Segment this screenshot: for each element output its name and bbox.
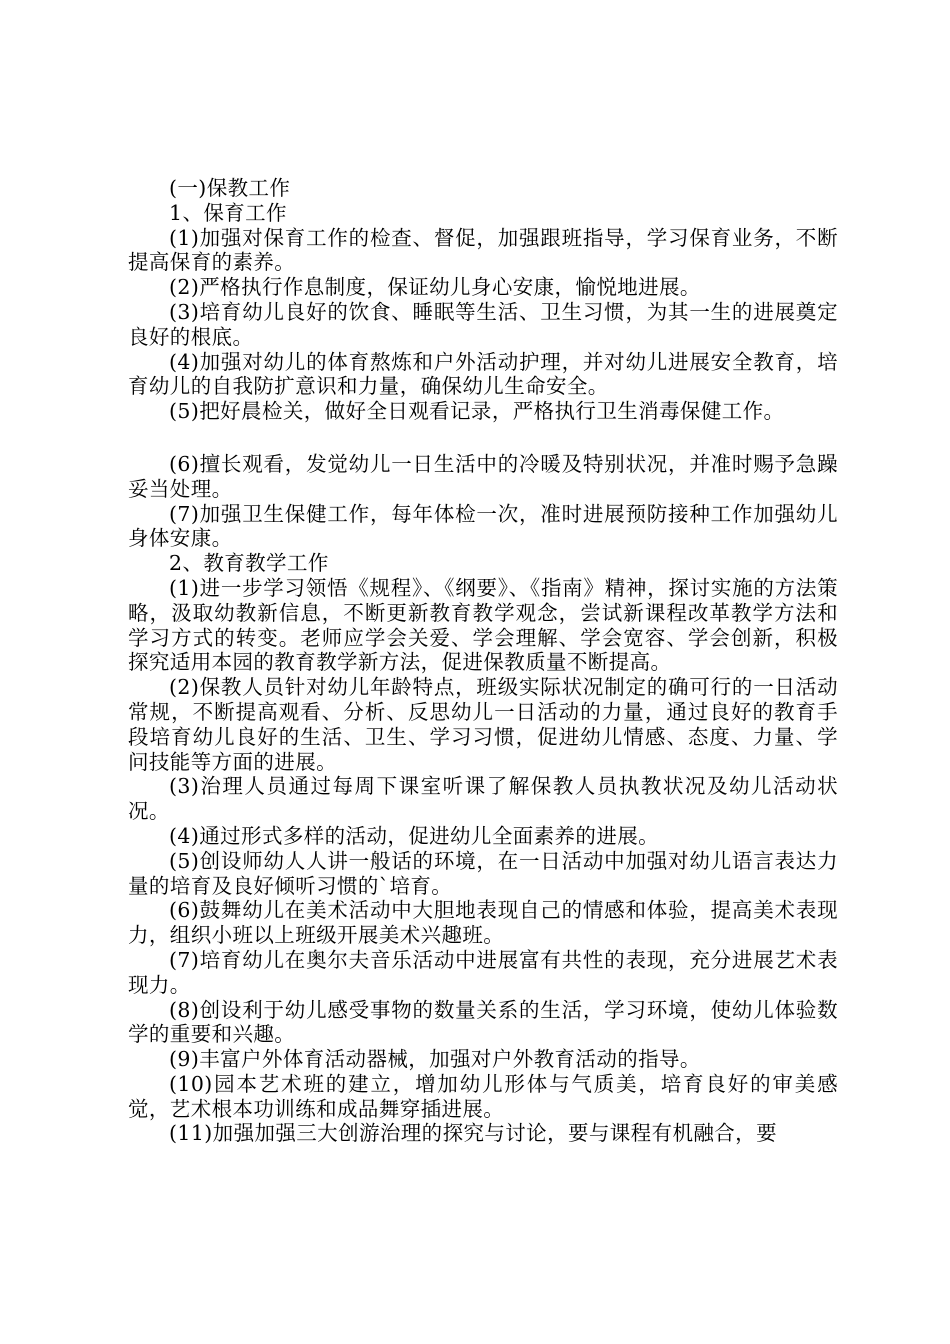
paragraph: (8)创设利于幼儿感受事物的数量关系的生活，学习环境，使幼儿体验数学的重要和兴趣。 [128, 997, 838, 1047]
paragraph: (5)创设师幼人人讲一般话的环境，在一日活动中加强对幼儿语言表达力量的培育及良好倾听习惯的`培育。 [128, 848, 838, 898]
paragraph: (2)保教人员针对幼儿年龄特点，班级实际状况制定的确可行的一日活动常规，不断提高观看、分析、反思幼儿一日活动的力量，通过良好的教育手段培育幼儿良好的生活、卫生、学习习惯，促进幼儿情感、态度、力量、学问技能等方面的进展。 [128, 675, 838, 774]
paragraph: (6)擅长观看，发觉幼儿一日生活中的冷暖及特别状况，并准时赐予急躁妥当处理。 [128, 451, 838, 501]
paragraph: (1)进一步学习领悟《规程》、《纲要》、《指南》精神，探讨实施的方法策略，汲取幼教新信息，不断更新教育教学观念，尝试新课程改革教学方法和学习方式的转变。老师应学会关爱、学会理解、学会宽容、学会创新，积极探究适用本园的教育教学新方法，促进保教质量不断提高。 [128, 575, 838, 675]
section-heading-baojiao: (一)保教工作 [169, 176, 291, 200]
paragraph: (6)鼓舞幼儿在美术活动中大胆地表现自己的情感和体验，提高美术表现力，组织小班以上班级开展美术兴趣班。 [128, 898, 838, 948]
paragraph: (4)通过形式多样的活动，促进幼儿全面素养的进展。 [169, 823, 660, 848]
paragraph: (7)加强卫生保健工作，每年体检一次，准时进展预防接种工作加强幼儿身体安康。 [128, 501, 838, 551]
paragraph: (3)治理人员通过每周下课室听课了解保教人员执教状况及幼儿活动状况。 [128, 774, 838, 824]
paragraph: (2)严格执行作息制度，保证幼儿身心安康，愉悦地进展。 [169, 275, 701, 300]
document-body [128, 176, 838, 1146]
subsection-heading-jiaoyu: 2、教育教学工作 [169, 551, 329, 576]
subsection-heading-baoyu: 1、保育工作 [169, 200, 287, 225]
paragraph: (9)丰富户外体育活动器械，加强对户外教育活动的指导。 [169, 1047, 701, 1072]
paragraph: (10)园本艺术班的建立，增加幼儿形体与气质美，培育良好的审美感觉，艺术根本功训练和成品舞穿插进展。 [128, 1071, 838, 1121]
paragraph: (3)培育幼儿良好的饮食、睡眠等生活、卫生习惯，为其一生的进展奠定良好的根底。 [128, 299, 838, 349]
paragraph: (1)加强对保育工作的检查、督促，加强跟班指导，学习保育业务，不断提高保育的素养。 [128, 225, 838, 275]
paragraph: (7)培育幼儿在奥尔夫音乐活动中进展富有共性的表现，充分进展艺术表现力。 [128, 947, 838, 997]
paragraph: (11)加强加强三大创游治理的探究与讨论，要与课程有机融合，要 [169, 1121, 777, 1146]
paragraph: (5)把好晨检关，做好全日观看记录，严格执行卫生消毒保健工作。 [169, 399, 785, 424]
paragraph: (4)加强对幼儿的体育熬炼和户外活动护理，并对幼儿进展安全教育，培育幼儿的自我防扩意识和力量，确保幼儿生命安全。 [128, 349, 838, 399]
